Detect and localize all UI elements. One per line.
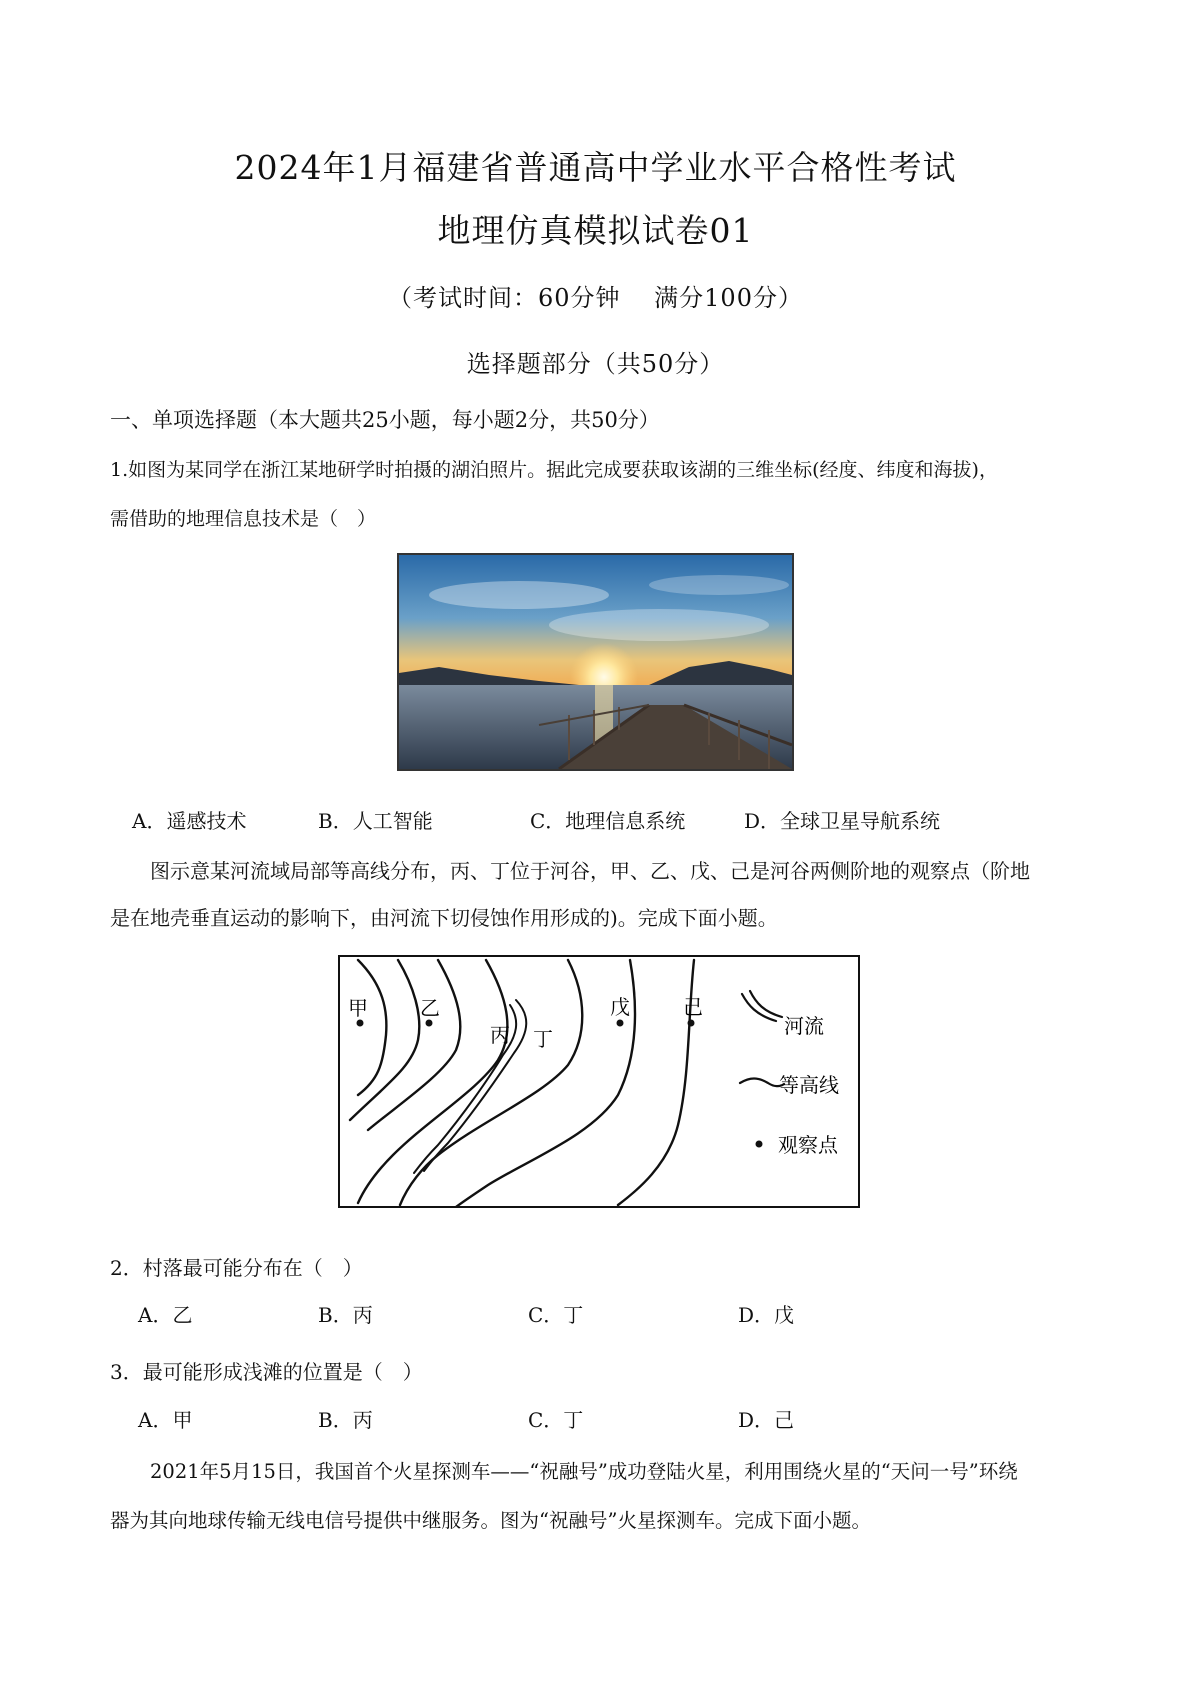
q3-option-d[interactable]: D．己 — [738, 1408, 795, 1432]
passage2-line2: 是在地壳垂直运动的影响下，由河流下切侵蚀作用形成的)。完成下面小题。 — [110, 906, 778, 930]
observation-point-wu — [617, 1020, 624, 1027]
legend-observation-label: 观察点 — [778, 1133, 838, 1157]
observation-point-jia — [357, 1020, 364, 1027]
observation-point-ji — [688, 1020, 695, 1027]
contour-map-svg — [338, 955, 860, 1208]
label-bing: 丙 — [490, 1023, 510, 1047]
passage2-line1: 图示意某河流域局部等高线分布，丙、丁位于河谷，甲、乙、戊、己是河谷两侧阶地的观察点（阶地 — [150, 859, 1030, 883]
q2-option-b[interactable]: B．丙 — [318, 1303, 373, 1327]
q1-option-d[interactable]: D．全球卫星导航系统 — [744, 809, 941, 833]
label-yi: 乙 — [420, 996, 440, 1020]
q1-option-b[interactable]: B．人工智能 — [318, 809, 433, 833]
q2-option-a[interactable]: A．乙 — [138, 1303, 193, 1327]
legend-contour-label: 等高线 — [779, 1073, 839, 1097]
q1-stem-line2: 需借助的地理信息技术是（ ） — [110, 508, 377, 530]
label-wu: 戊 — [610, 995, 630, 1019]
q2-stem: 2．村落最可能分布在（ ） — [110, 1256, 363, 1280]
lake-photo — [397, 553, 794, 771]
exam-info: （考试时间：60分钟 满分100分） — [388, 284, 803, 312]
q1-option-c[interactable]: C．地理信息系统 — [530, 809, 686, 833]
part-title: 选择题部分（共50分） — [466, 350, 725, 378]
exam-title-line1: 2024年1月福建省普通高中学业水平合格性考试 — [234, 148, 957, 187]
legend-observation-dot — [756, 1141, 763, 1148]
q3-option-c[interactable]: C．丁 — [528, 1408, 584, 1432]
contour-map — [338, 955, 860, 1208]
q3-option-b[interactable]: B．丙 — [318, 1408, 373, 1432]
observation-point-yi — [426, 1020, 433, 1027]
q3-stem: 3．最可能形成浅滩的位置是（ ） — [110, 1360, 423, 1384]
q2-option-d[interactable]: D．戊 — [738, 1303, 795, 1327]
q2-option-c[interactable]: C．丁 — [528, 1303, 584, 1327]
passage3-line2: 器为其向地球传输无线电信号提供中继服务。图为“祝融号”火星探测车。完成下面小题。 — [110, 1509, 871, 1532]
legend-river-label: 河流 — [784, 1014, 824, 1038]
q1-option-a[interactable]: A．遥感技术 — [132, 809, 247, 833]
label-jia: 甲 — [348, 996, 368, 1020]
label-ding: 丁 — [533, 1027, 553, 1051]
exam-title-line2: 地理仿真模拟试卷01 — [437, 211, 754, 250]
passage3-line1: 2021年5月15日，我国首个火星探测车——“祝融号”成功登陆火星，利用围绕火星的“天问一号”环绕 — [150, 1460, 1018, 1483]
q1-stem-line1: 1.如图为某同学在浙江某地研学时拍摄的湖泊照片。据此完成要获取该湖的三维坐标(经度、纬度和海拔)， — [110, 459, 998, 481]
lake-photo-image — [399, 555, 792, 769]
q3-option-a[interactable]: A．甲 — [138, 1408, 193, 1432]
label-ji: 己 — [683, 995, 703, 1019]
section-heading: 一、单项选择题（本大题共25小题，每小题2分，共50分） — [110, 408, 660, 432]
